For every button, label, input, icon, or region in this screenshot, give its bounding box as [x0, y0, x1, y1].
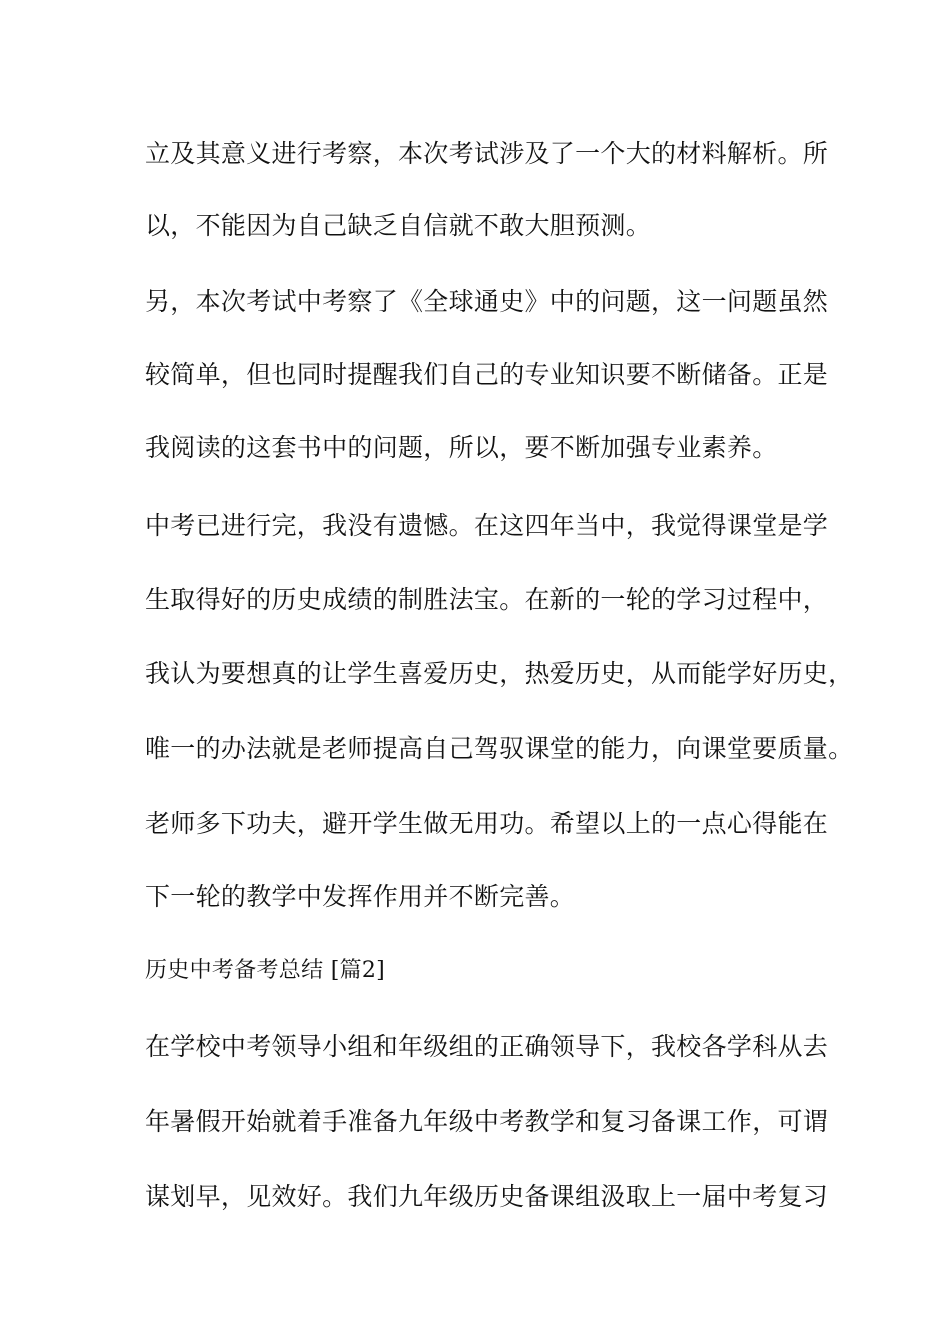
paragraph-line: 我认为要想真的让学生喜爱历史，热爱历史，从而能学好历史， [145, 659, 854, 688]
section-heading: 历史中考备考总结 [篇2] [145, 958, 386, 983]
paragraph-line: 下一轮的教学中发挥作用并不断完善。 [145, 882, 576, 911]
paragraph-line: 唯一的办法就是老师提高自己驾驭课堂的能力，向课堂要质量。 [145, 734, 854, 763]
paragraph-line: 我阅读的这套书中的问题，所以，要不断加强专业素养。 [145, 433, 778, 462]
paragraph-line: 谋划早，见效好。我们九年级历史备课组汲取上一届中考复习 [145, 1182, 829, 1211]
paragraph-line: 老师多下功夫，避开学生做无用功。希望以上的一点心得能在 [145, 809, 829, 838]
paragraph-line: 较简单，但也同时提醒我们自己的专业知识要不断储备。正是 [145, 360, 829, 389]
paragraph-line: 年暑假开始就着手准备九年级中考教学和复习备课工作，可谓 [145, 1107, 829, 1136]
paragraph-line: 立及其意义进行考察，本次考试涉及了一个大的材料解析。所 [145, 139, 829, 168]
paragraph-line: 生取得好的历史成绩的制胜法宝。在新的一轮的学习过程中， [145, 585, 829, 614]
paragraph-line: 另，本次考试中考察了《全球通史》中的问题，这一问题虽然 [145, 287, 829, 316]
paragraph-line: 在学校中考领导小组和年级组的正确领导下，我校各学科从去 [145, 1032, 829, 1061]
paragraph-line: 以，不能因为自己缺乏自信就不敢大胆预测。 [145, 211, 652, 240]
paragraph-line: 中考已进行完，我没有遗憾。在这四年当中，我觉得课堂是学 [145, 511, 829, 540]
